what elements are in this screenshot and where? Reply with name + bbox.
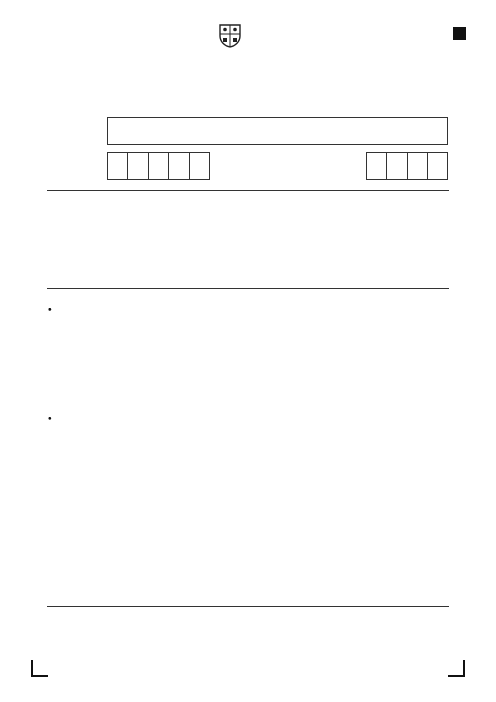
candidate-name-field[interactable] xyxy=(107,117,448,145)
crop-mark-right-horizontal xyxy=(448,675,465,677)
shield-icon xyxy=(219,24,241,48)
centre-number-cell[interactable] xyxy=(190,153,209,179)
candidate-number-cell[interactable] xyxy=(387,153,407,179)
side-barcode xyxy=(18,187,38,280)
qr-code xyxy=(22,143,40,161)
centre-number-cell[interactable] xyxy=(149,153,169,179)
candidate-number-field[interactable] xyxy=(366,152,448,180)
cambridge-logo xyxy=(219,22,389,50)
candidate-number-cell[interactable] xyxy=(408,153,428,179)
crop-mark-left-horizontal xyxy=(31,675,48,677)
centre-number-cell[interactable] xyxy=(108,153,128,179)
divider xyxy=(47,606,449,607)
candidate-number-cell[interactable] xyxy=(428,153,447,179)
corner-marker xyxy=(453,27,466,40)
divider xyxy=(47,288,449,289)
centre-number-cell[interactable] xyxy=(128,153,148,179)
divider xyxy=(47,190,449,191)
barcode-top xyxy=(31,25,209,45)
candidate-number-cell[interactable] xyxy=(367,153,387,179)
centre-number-cell[interactable] xyxy=(169,153,189,179)
centre-number-field[interactable] xyxy=(107,152,210,180)
